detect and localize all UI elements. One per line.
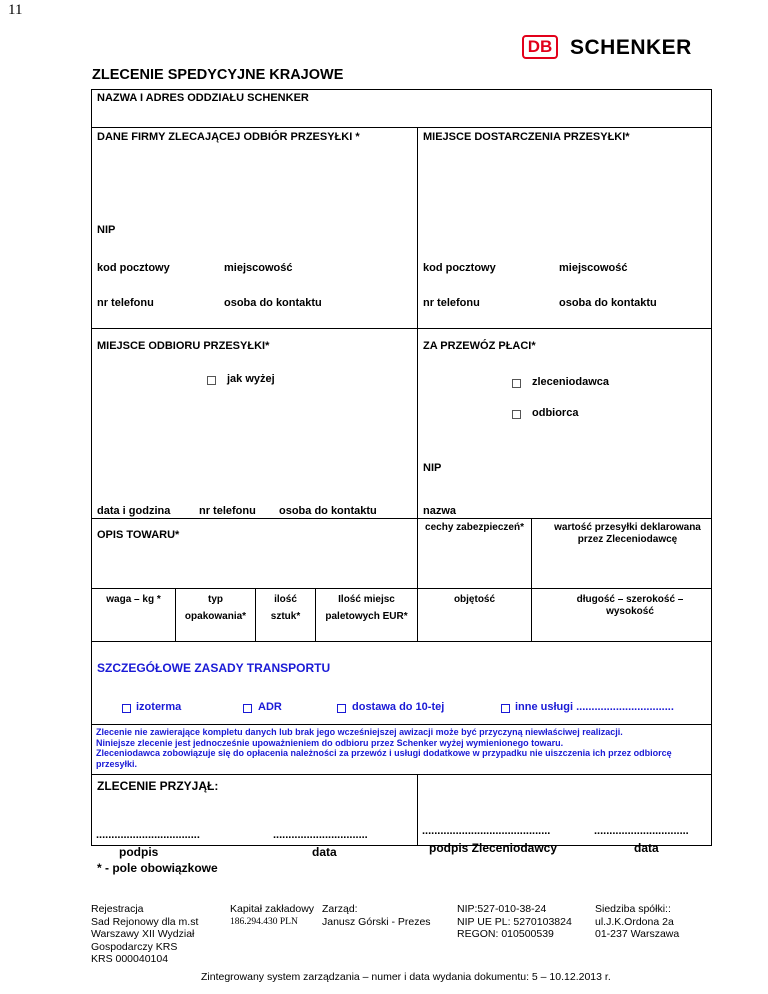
client-signature-label: podpis Zleceniodawcy xyxy=(429,841,558,855)
date-line: ............................... xyxy=(273,829,368,841)
signature-line: .................................. xyxy=(96,829,200,841)
pickup-phone-label: nr telefonu xyxy=(199,505,256,517)
delivery-label: MIEJSCE DOSTARCZENIA PRZESYŁKI* xyxy=(423,131,630,143)
payer-recipient-checkbox[interactable] xyxy=(512,410,521,419)
pickup-label: MIEJSCE ODBIORU PRZESYŁKI* xyxy=(97,340,270,352)
adr-label: ADR xyxy=(258,701,282,713)
client-label: DANE FIRMY ZLECAJĄCEJ ODBIÓR PRZESYŁKI * xyxy=(97,131,360,143)
pickup-contact-label: osoba do kontaktu xyxy=(279,505,377,517)
payer-client-label: zleceniodawca xyxy=(532,376,610,388)
delivery-10-checkbox[interactable] xyxy=(337,704,346,713)
pack-type-label-1: typ xyxy=(208,594,223,605)
accepted-label: ZLECENIE PRZYJĄŁ: xyxy=(97,779,219,793)
client-nip-label: NIP xyxy=(97,224,116,236)
notice-line: Zleceniodawca zobowiązuje się do opłacenia należności za przewóz i usługi dodatkowe w przypadku nie uiszczenia ich przez odbiorcę przesyłki. xyxy=(96,748,672,769)
payer-recipient-label: odbiorca xyxy=(532,407,579,419)
adr-checkbox[interactable] xyxy=(243,704,252,713)
footer-document-info: Zintegrowany system zarządzania – numer i data wydania dokumentu: 5 – 10.12.2013 r. xyxy=(201,971,611,983)
delivery-city-label: miejscowość xyxy=(559,262,628,274)
schenker-wordmark: SCHENKER xyxy=(570,36,692,59)
footer-capital xyxy=(230,903,314,928)
pallets-label-1: Ilość miejsc xyxy=(338,594,395,605)
branch-label: NAZWA I ADRES ODDZIAŁU SCHENKER xyxy=(97,92,309,104)
signature-label: podpis xyxy=(119,845,159,859)
client-phone-label: nr telefonu xyxy=(97,297,154,309)
footer-line: ul.J.K.Ordona 2a xyxy=(595,915,674,928)
pallets-label-2: paletowych EUR* xyxy=(325,611,408,622)
delivery-phone-label: nr telefonu xyxy=(423,297,480,309)
weight-label: waga – kg * xyxy=(106,594,161,605)
client-city-label: miejscowość xyxy=(224,262,293,274)
db-logo-box: DB xyxy=(522,35,558,59)
notice-line: Zlecenie nie zawierające kompletu danych lub brak jego wcześniejszej awizacji może być przyczyną niewłaściwej realizacji. xyxy=(96,727,623,737)
transport-label: SZCZEGÓŁOWE ZASADY TRANSPORTU xyxy=(97,661,331,675)
qty-label-1: ilość xyxy=(274,594,297,605)
footer-line: 01-237 Warszawa xyxy=(595,928,680,940)
footer-line: Rejestracja xyxy=(91,903,144,915)
client-contact-label: osoba do kontaktu xyxy=(224,297,322,309)
required-note: * - pole obowiązkowe xyxy=(97,861,218,875)
footer-line: Gospodarczy KRS xyxy=(91,940,178,953)
client-date-line: ............................... xyxy=(594,825,689,837)
footer-registration xyxy=(91,903,198,966)
footer-board xyxy=(322,903,431,928)
footer-line: Janusz Górski - Prezes xyxy=(322,915,431,928)
volume-label: objętość xyxy=(453,594,496,605)
footer-line: NIP:527-010-38-24 xyxy=(457,903,547,915)
footer-line: NIP UE PL: 5270103824 xyxy=(457,915,572,928)
footer-line: Zarząd: xyxy=(322,903,358,915)
isotherm-label: izoterma xyxy=(136,701,182,713)
dimensions-label: długość – szerokość – wysokość xyxy=(576,594,684,617)
delivery-postcode-label: kod pocztowy xyxy=(423,262,496,274)
client-date-label: data xyxy=(634,841,659,855)
as-above-checkbox[interactable] xyxy=(207,376,216,385)
pickup-datetime-label: data i godzina xyxy=(97,505,171,517)
payer-label: ZA PRZEWÓZ PŁACI* xyxy=(423,340,536,352)
footer-line: Siedziba spółki:: xyxy=(595,903,671,915)
security-label: cechy zabezpieczeń* xyxy=(425,522,524,533)
footer-line: 186.294.430 PLN xyxy=(230,916,298,927)
form-title: ZLECENIE SPEDYCYJNE KRAJOWE xyxy=(92,67,344,83)
footer-line: REGON: 010500539 xyxy=(457,928,554,940)
goods-label: OPIS TOWARU* xyxy=(97,529,180,541)
payer-client-checkbox[interactable] xyxy=(512,379,521,388)
other-services-checkbox[interactable] xyxy=(501,704,510,713)
pack-type-label-2: opakowania* xyxy=(184,611,247,622)
payer-name-label: nazwa xyxy=(423,505,457,517)
footer-line: KRS 000040104 xyxy=(91,953,169,965)
qty-label-2: sztuk* xyxy=(270,611,301,622)
payer-nip-label: NIP xyxy=(423,462,442,474)
declared-value-label: wartość przesyłki deklarowana przez Zleceniodawcę xyxy=(554,522,701,545)
footer-line: Sad Rejonowy dla m.st xyxy=(91,915,199,928)
date-label: data xyxy=(312,845,337,859)
footer-line: Warszawy XII Wydział xyxy=(91,928,195,940)
footer-seat xyxy=(595,903,679,941)
notice xyxy=(96,727,708,769)
footer-line: Kapitał zakładowy xyxy=(230,903,315,915)
other-services-label: inne usługi ................................ xyxy=(515,701,674,713)
client-postcode-label: kod pocztowy xyxy=(97,262,170,274)
page-number: 11 xyxy=(8,2,23,18)
isotherm-checkbox[interactable] xyxy=(122,704,131,713)
delivery-contact-label: osoba do kontaktu xyxy=(559,297,657,309)
as-above-label: jak wyżej xyxy=(227,373,275,385)
footer-tax xyxy=(457,903,572,941)
client-signature-line: .......................................... xyxy=(422,825,551,837)
notice-line: Niniejsze zlecenie jest jednocześnie upoważnieniem do odbioru przez Schenker wyżej wymienionego towaru. xyxy=(96,737,564,748)
delivery-10-label: dostawa do 10-tej xyxy=(352,701,445,713)
